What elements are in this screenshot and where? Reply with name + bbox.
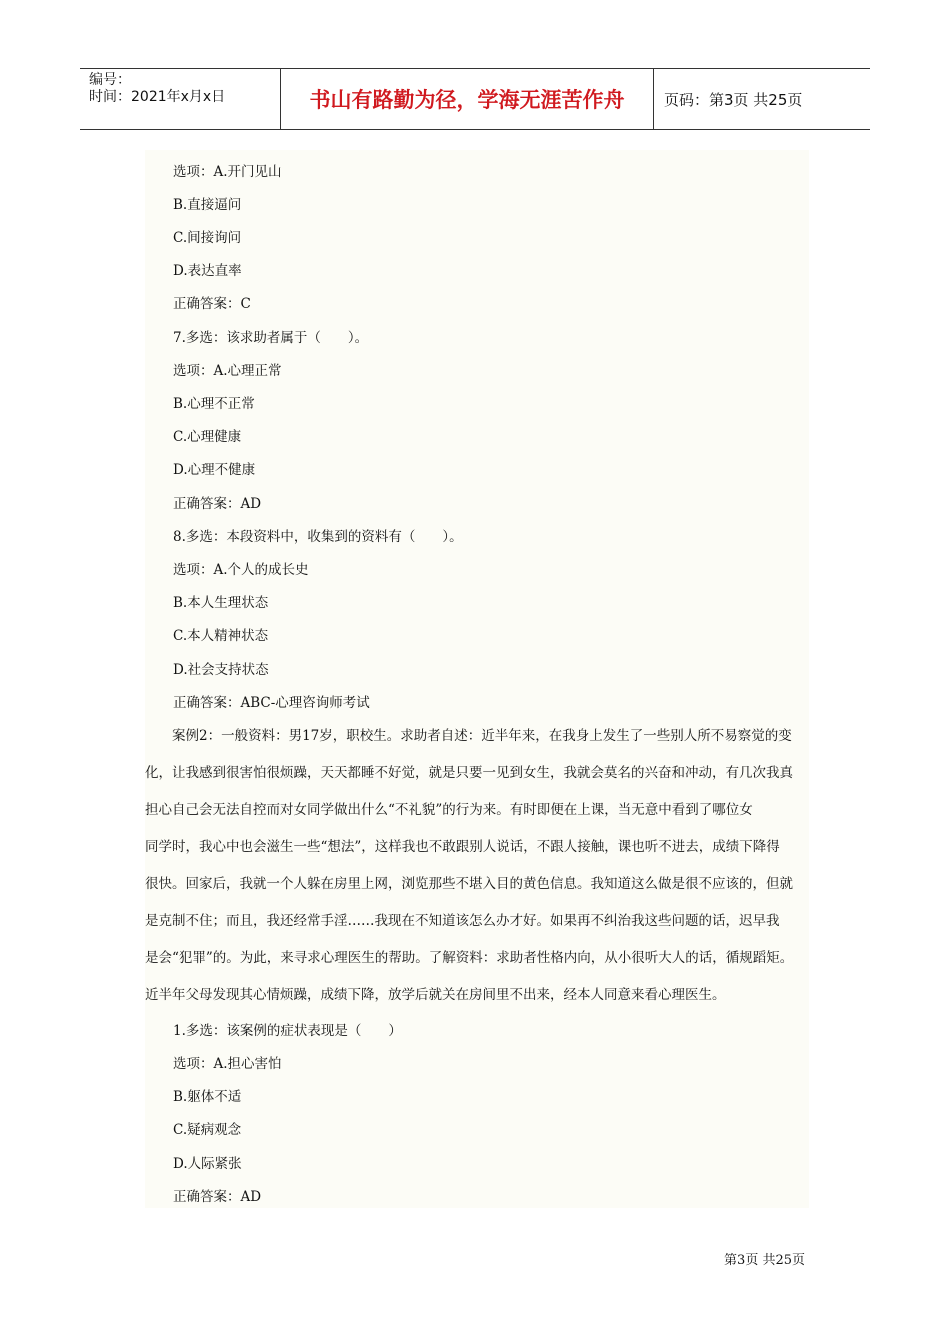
option-line: D.人际紧张 bbox=[173, 1156, 242, 1172]
document-body bbox=[145, 150, 809, 1208]
header-left-cell bbox=[80, 69, 281, 129]
case-line: 很快。回家后，我就一个人躲在房里上网，浏览那些不堪入目的黄色信息。我知道这么做是很不应该的，但就 bbox=[145, 876, 793, 892]
option-line: B.心理不正常 bbox=[173, 396, 255, 412]
option-line: C.间接询问 bbox=[173, 230, 242, 246]
option-line: D.社会支持状态 bbox=[173, 662, 269, 678]
header-motto: 书山有路勤为径，学海无涯苦作舟 bbox=[281, 69, 654, 129]
answer-line: 正确答案：AD bbox=[173, 496, 262, 512]
header-page-info: 页码：第3页 共25页 bbox=[664, 90, 803, 109]
option-line: D.表达直率 bbox=[173, 263, 242, 279]
case-line: 案例2：一般资料：男17岁，职校生。求助者自述：近半年来，在我身上发生了一些别人所不易察觉的变 bbox=[145, 728, 792, 744]
number-label: 编号： bbox=[89, 72, 131, 88]
option-line: 选项：A.个人的成长史 bbox=[173, 562, 309, 578]
answer-line: 正确答案：C bbox=[173, 296, 251, 312]
case-line: 担心自己会无法自控而对女同学做出什么“不礼貌”的行为来。有时即便在上课，当无意中看到了哪位女 bbox=[145, 802, 753, 818]
option-line: 选项：A.担心害怕 bbox=[173, 1056, 282, 1072]
page-header bbox=[80, 68, 870, 130]
answer-line: 正确答案：ABC-心理咨询师考试 bbox=[173, 695, 370, 711]
question-line: 8.多选：本段资料中，收集到的资料有（ ）。 bbox=[173, 529, 463, 545]
question-line: 1.多选：该案例的症状表现是（ ） bbox=[173, 1023, 402, 1039]
option-line: 选项：A.心理正常 bbox=[173, 363, 282, 379]
time-label: 时间：2021年x月x日 bbox=[89, 89, 226, 105]
option-line: 选项：A.开门见山 bbox=[173, 164, 282, 180]
option-line: B.本人生理状态 bbox=[173, 595, 269, 611]
case-line: 是会“犯罪”的。为此，来寻求心理医生的帮助。了解资料：求助者性格内向，从小很听大人的话，循规蹈矩。 bbox=[145, 950, 794, 966]
option-line: D.心理不健康 bbox=[173, 462, 256, 478]
question-line: 7.多选：该求助者属于（ ）。 bbox=[173, 330, 369, 346]
option-line: B.躯体不适 bbox=[173, 1089, 242, 1105]
answer-line: 正确答案：AD bbox=[173, 1189, 262, 1205]
case-line: 同学时，我心中也会滋生一些“想法”，这样我也不敢跟别人说话，不跟人接触，课也听不进去，成绩下降得 bbox=[145, 839, 780, 855]
option-line: C.本人精神状态 bbox=[173, 628, 269, 644]
option-line: B.直接逼问 bbox=[173, 197, 242, 213]
case-line: 近半年父母发现其心情烦躁，成绩下降，放学后就关在房间里不出来，经本人同意来看心理医生。 bbox=[145, 987, 726, 1003]
option-line: C.心理健康 bbox=[173, 429, 242, 445]
option-line: C.疑病观念 bbox=[173, 1122, 242, 1138]
case-line: 化，让我感到很害怕很烦躁，天天都睡不好觉，就是只要一见到女生，我就会莫名的兴奋和冲动，有几次我真 bbox=[145, 765, 793, 781]
case-line: 是克制不住；而且，我还经常手淫……我现在不知道该怎么办才好。如果再不纠治我这些问题的话，迟早我 bbox=[145, 913, 780, 929]
page-footer: 第3页 共25页 bbox=[724, 1253, 805, 1268]
